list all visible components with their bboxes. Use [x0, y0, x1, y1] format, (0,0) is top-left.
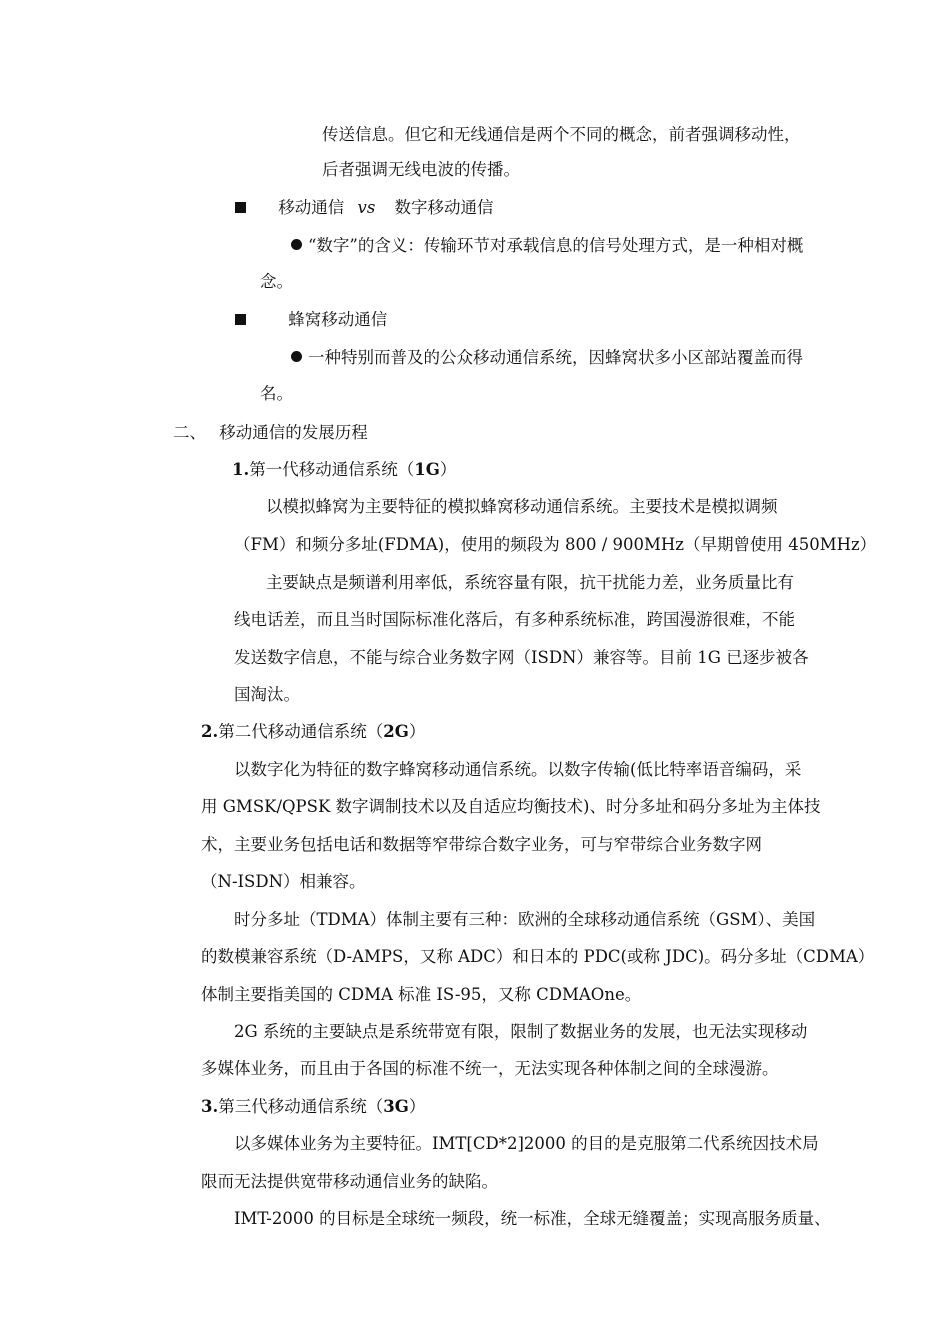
heading-code: 3G: [383, 1097, 409, 1116]
bullet-line: [291, 235, 803, 257]
heading-end: ）: [439, 460, 457, 479]
square-bullet-icon: [235, 202, 246, 213]
bullet-text: 一种特别而普及的公众移动通信系统，因蜂窝状多小区部站覆盖而得: [308, 348, 803, 367]
section-number: 二、: [173, 423, 206, 442]
paragraph-line: 的数模兼容系统（D-AMPS，又称 ADC）和日本的 PDC(或称 JDC)。码分多址（CDMA）: [201, 947, 875, 966]
paragraph-line: 以模拟蜂窝为主要特征的模拟蜂窝移动通信系统。主要技术是模拟调频: [266, 497, 778, 516]
paragraph-line: 时分多址（TDMA）体制主要有三种：欧洲的全球移动通信系统（GSM）、美国: [234, 910, 816, 929]
paragraph-line: 用 GMSK/QPSK 数字调制技术以及自适应均衡技术)、时分多址和码分多址为主体技: [201, 797, 821, 816]
heading-text: 第一代移动通信系统（: [249, 460, 415, 479]
heading-end: ）: [408, 722, 426, 741]
heading-number: 2.: [201, 722, 219, 741]
item-label: 数字移动通信: [394, 198, 494, 217]
paragraph-line: 限而无法提供宽带移动通信业务的缺陷。: [201, 1172, 498, 1191]
paragraph-line: 以多媒体业务为主要特征。IMT[CD*2]2000 的目的是克服第二代系统因技术局: [234, 1134, 819, 1153]
heading-end: ）: [408, 1097, 426, 1116]
heading-text: 第三代移动通信系统（: [218, 1097, 384, 1116]
bullet-line: [291, 347, 803, 369]
paragraph-line: 多媒体业务，而且由于各国的标准不统一，无法实现各种体制之间的全球漫游。: [201, 1059, 779, 1078]
bullet-text: “数字”的含义：传输环节对承载信息的信号处理方式，是一种相对概: [308, 236, 804, 255]
paragraph-line: （N-ISDN）相兼容。: [201, 872, 366, 891]
heading-number: 1.: [232, 460, 250, 479]
heading-code: 2G: [383, 722, 409, 741]
heading-number: 3.: [201, 1097, 219, 1116]
paragraph-line: 主要缺点是频谱利用率低，系统容量有限，抗干扰能力差，业务质量比有: [266, 573, 794, 592]
vs-text: vs: [357, 198, 376, 217]
list-item-mobile-vs-digital: [235, 197, 494, 219]
paragraph-line: 体制主要指美国的 CDMA 标准 IS-95，又称 CDMAOne。: [201, 985, 642, 1004]
bullet-line: 名。: [260, 384, 293, 403]
dot-bullet-icon: [291, 239, 302, 250]
intro-line: 后者强调无线电波的传播。: [322, 160, 520, 179]
subsection-heading-1g: [232, 459, 456, 481]
heading-code: 1G: [414, 460, 440, 479]
paragraph-line: （FM）和频分多址(FDMA)，使用的频段为 800 / 900MHz（早期曾使用 450MHz）: [234, 535, 877, 554]
item-label: 移动通信: [278, 198, 345, 217]
item-label: 蜂窝移动通信: [288, 310, 388, 329]
paragraph-line: IMT-2000 的目标是全球统一频段，统一标准，全球无缝覆盖；实现高服务质量、: [234, 1209, 831, 1228]
heading-text: 第二代移动通信系统（: [218, 722, 384, 741]
section-heading: [173, 422, 368, 444]
paragraph-line: 以数字化为特征的数字蜂窝移动通信系统。以数字传输(低比特率语音编码，采: [234, 760, 802, 779]
paragraph-line: 2G 系统的主要缺点是系统带宽有限，限制了数据业务的发展，也无法实现移动: [234, 1022, 808, 1041]
paragraph-line: 线电话差，而且当时国际标准化落后，有多种系统标准，跨国漫游很难，不能: [234, 610, 795, 629]
paragraph-line: 术，主要业务包括电话和数据等窄带综合数字业务，可与窄带综合业务数字网: [201, 835, 762, 854]
section-title: 移动通信的发展历程: [219, 423, 368, 442]
dot-bullet-icon: [291, 351, 302, 362]
paragraph-line: 发送数字信息，不能与综合业务数字网（ISDN）兼容等。目前 1G 已逐步被各: [234, 648, 809, 667]
intro-line: 传送信息。但它和无线通信是两个不同的概念，前者强调移动性，: [322, 125, 801, 144]
paragraph-line: 国淘汰。: [234, 685, 300, 704]
bullet-line: 念。: [260, 272, 293, 291]
list-item-cellular: [235, 309, 387, 331]
subsection-heading-2g: [201, 721, 425, 743]
subsection-heading-3g: [201, 1096, 425, 1118]
square-bullet-icon: [235, 314, 246, 325]
